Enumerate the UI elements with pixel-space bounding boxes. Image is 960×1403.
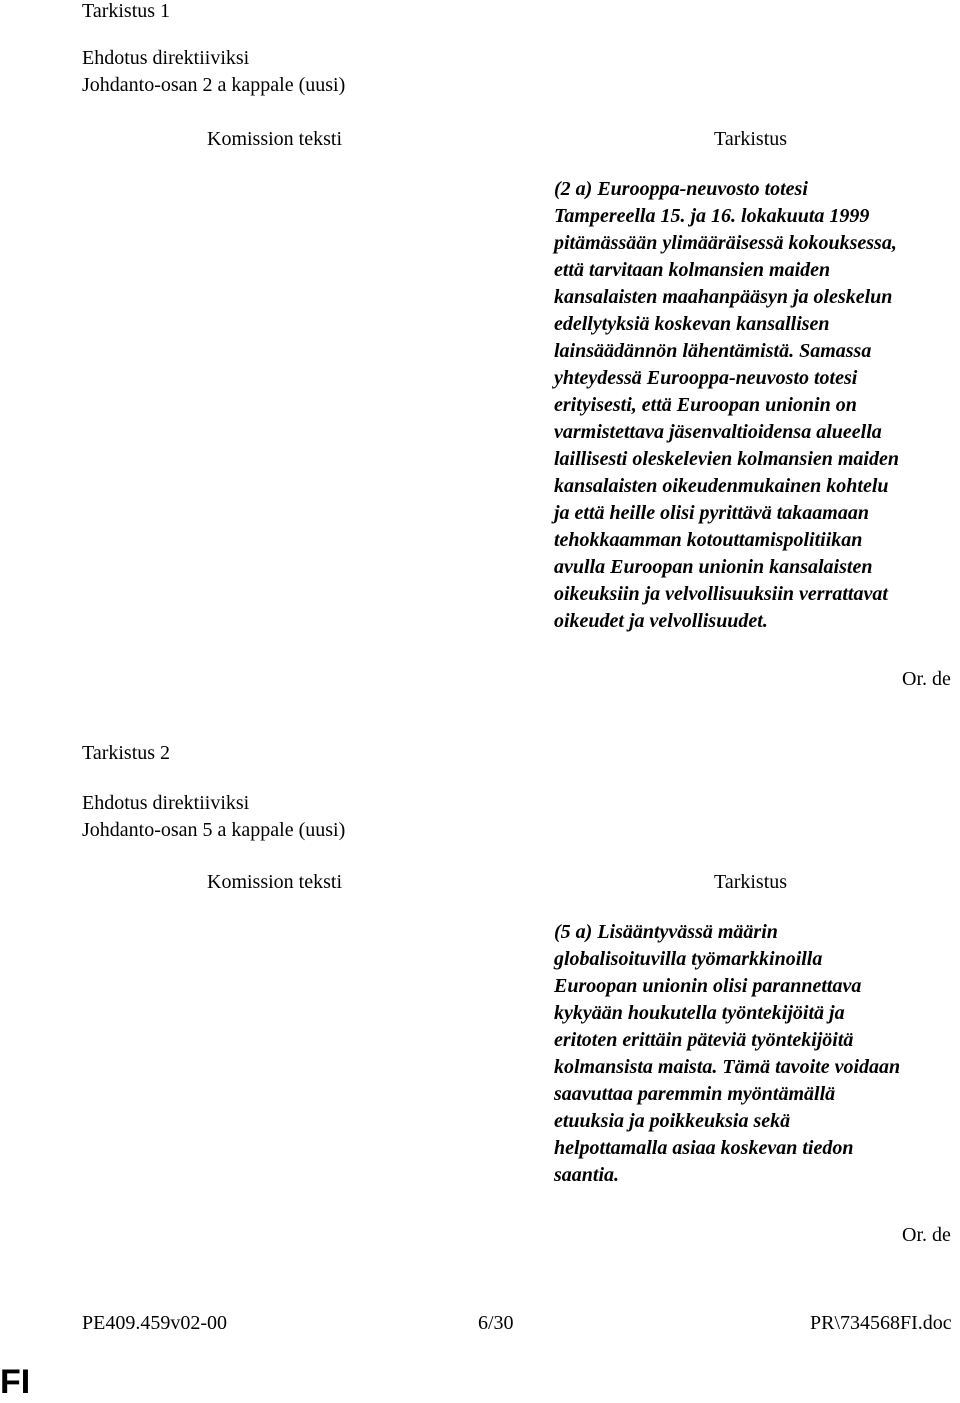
amendment-1-proposal: Ehdotus direktiiviksi [82,47,250,69]
amendment-line: kansalaisten maahanpääsyn ja oleskelun [554,286,893,308]
amendment-1-original-language: Or. de [902,668,951,690]
amendment-line: erityisesti, että Euroopan unionin on [554,394,857,416]
amendment-2-commission-column-label: Komission teksti [207,871,343,893]
amendment-line: globalisoituvilla työmarkkinoilla [554,948,823,970]
amendment-1-text [554,176,960,635]
amendment-line: oikeuksiin ja velvollisuuksiin verrattavat [554,583,888,605]
amendment-2-amendment-column-label: Tarkistus [714,871,788,893]
amendment-line: helpottamalla asiaa koskevan tiedon [554,1137,854,1159]
amendment-line: saantia. [554,1164,620,1186]
amendment-line: saavuttaa paremmin myöntämällä [554,1083,836,1105]
amendment-line: (2 a) Eurooppa-neuvosto totesi [554,178,808,200]
amendment-line: laillisesti oleskelevien kolmansien maiden [554,448,899,470]
amendment-line: tehokkaamman kotouttamispolitiikan [554,529,863,551]
amendment-line: etuuksia ja poikkeuksia sekä [554,1110,791,1132]
amendment-line: varmistettava jäsenvaltioidensa alueella [554,421,882,443]
amendment-2-reference: Johdanto-osan 5 a kappale (uusi) [82,819,346,841]
amendment-line: Euroopan unionin olisi parannettava [554,975,862,997]
amendment-line: yhteydessä Eurooppa-neuvosto totesi [554,367,858,389]
footer-document-name: PR\734568FI.doc [810,1312,952,1334]
amendment-2-title: Tarkistus 2 [82,742,171,764]
amendment-line: lainsäädännön lähentämistä. Samassa [554,340,872,362]
amendment-line: pitämässään ylimääräisessä kokouksessa, [554,232,897,254]
amendment-2-proposal: Ehdotus direktiiviksi [82,792,250,814]
amendment-line: että tarvitaan kolmansien maiden [554,259,831,281]
amendment-line: Tampereella 15. ja 16. lokakuuta 1999 [554,205,870,227]
footer-page-number: 6/30 [478,1312,514,1334]
amendment-line: ja että heille olisi pyrittävä takaamaan [554,502,869,524]
amendment-line: eritoten erittäin päteviä työntekijöitä [554,1029,854,1051]
footer-language-code: FI [0,1363,31,1401]
amendment-1-title: Tarkistus 1 [82,0,171,22]
amendment-1-reference: Johdanto-osan 2 a kappale (uusi) [82,74,346,96]
amendment-line: kolmansista maista. Tämä tavoite voidaan [554,1056,901,1078]
amendment-line: edellytyksiä koskevan kansallisen [554,313,830,335]
amendment-1-commission-column-label: Komission teksti [207,128,343,150]
amendment-line: avulla Euroopan unionin kansalaisten [554,556,873,578]
amendment-line: kansalaisten oikeudenmukainen kohtelu [554,475,889,497]
amendment-2-text [554,919,960,1189]
footer-reference: PE409.459v02-00 [82,1312,227,1334]
amendment-line: oikeudet ja velvollisuudet. [554,610,768,632]
amendment-1-amendment-column-label: Tarkistus [714,128,788,150]
amendment-line: (5 a) Lisääntyvässä määrin [554,921,778,943]
amendment-2-original-language: Or. de [902,1224,951,1246]
amendment-line: kykyään houkutella työntekijöitä ja [554,1002,845,1024]
